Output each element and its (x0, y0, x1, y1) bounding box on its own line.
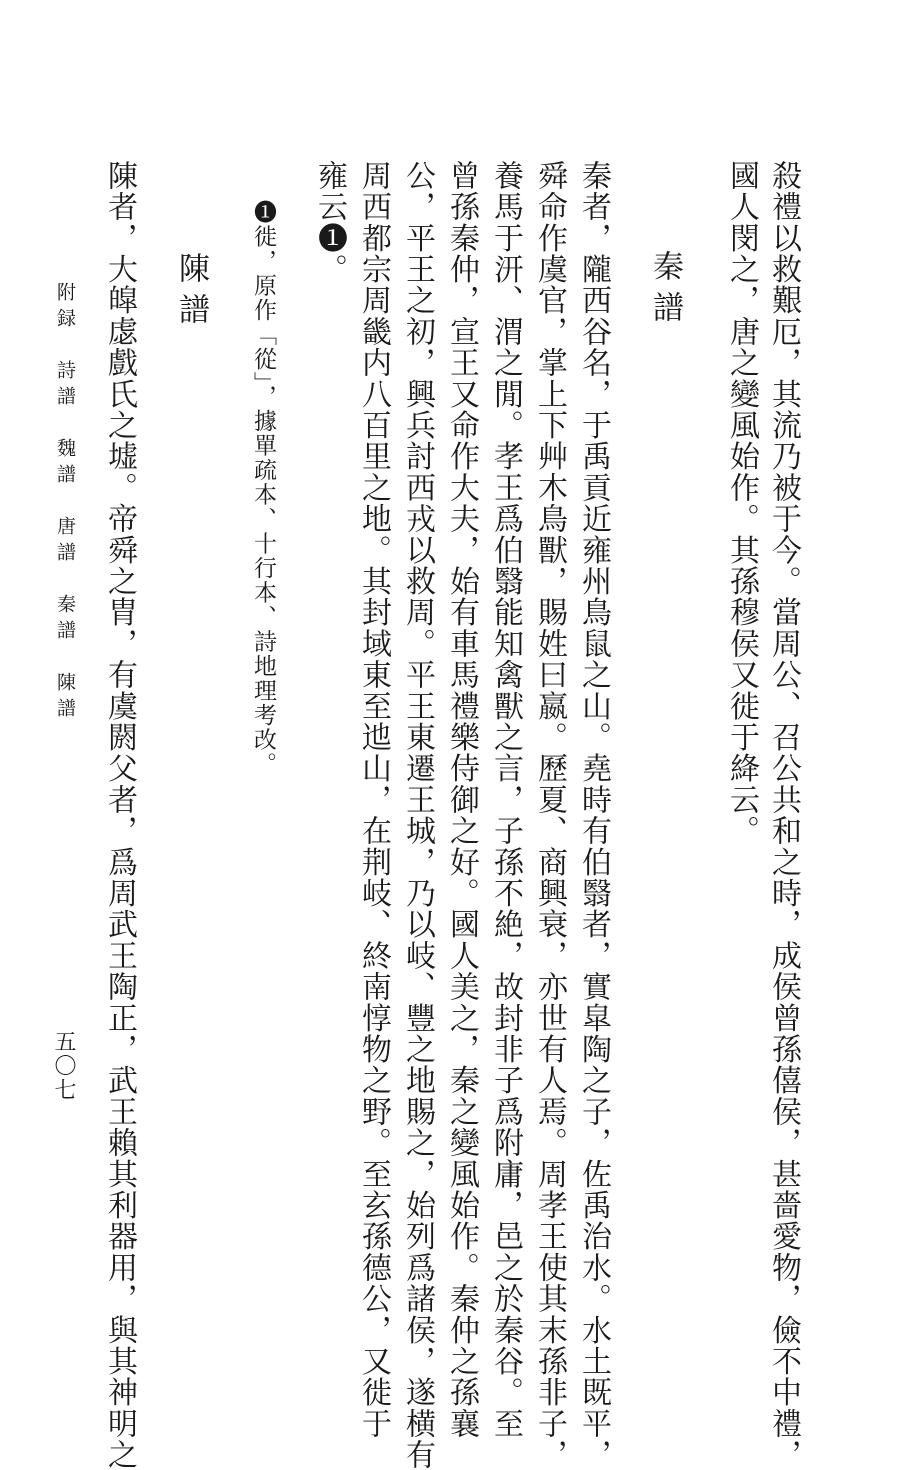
qin-text-column-7: 雍云❶。 (312, 160, 347, 285)
qin-text-column-5: 公，平王之初，興兵討西戎以救周。平王東遷王城，乃以岐、豐之地賜之，始列爲諸侯，遂横有 (400, 160, 435, 1470)
running-head: 附録 詩譜 魏譜 唐譜 秦譜 陳譜 (54, 282, 76, 724)
qin-text-column-2: 舜命作虞官，掌上下艸木鳥獸，賜姓曰嬴。歷夏、商興衰，亦世有人焉。周孝王使其末孫非子， (532, 160, 567, 1470)
wei-text-column-2: 國人閔之，唐之變風始作。其孫穆侯又徙于絳云。 (724, 160, 759, 847)
qin-footnote: ❶徙，原作「從」，據單疏本、十行本、詩地理考改。 (250, 200, 276, 777)
qin-text-column-3: 養馬于汧、渭之閒。孝王爲伯翳能知禽獸之言，子孫不絶，故封非子爲附庸，邑之於秦谷。至 (488, 160, 523, 1440)
chen-text-column-1: 陳者，大皡虙戲氏之墟。帝舜之胄，有虞閼父者，爲周武王陶正，武王賴其利器用，與其神明之 (102, 160, 137, 1470)
wei-text-column-1: 殺禮以救艱厄，其流乃被于今。當周公、召公共和之時，成侯曾孫僖侯，甚嗇愛物，儉不中禮， (766, 160, 801, 1470)
qin-section-heading: 秦譜 (647, 250, 683, 332)
qin-text-column-6: 周西都宗周畿内八百里之地。其封域東至迆山，在荆岐、終南惇物之野。至玄孫德公，又徙于 (356, 160, 391, 1440)
qin-text-column-1: 秦者，隴西谷名，于禹貢近雍州鳥鼠之山。堯時有伯翳者，實皐陶之子，佐禹治水。水土既平， (576, 160, 611, 1470)
chen-section-heading: 陳譜 (173, 252, 209, 334)
page-number: 五〇七 (51, 1030, 76, 1102)
qin-text-column-4: 曾孫秦仲，宣王又命作大夫，始有車馬禮樂侍御之好。國人美之，秦之變風始作。秦仲之孫襄 (444, 160, 479, 1440)
